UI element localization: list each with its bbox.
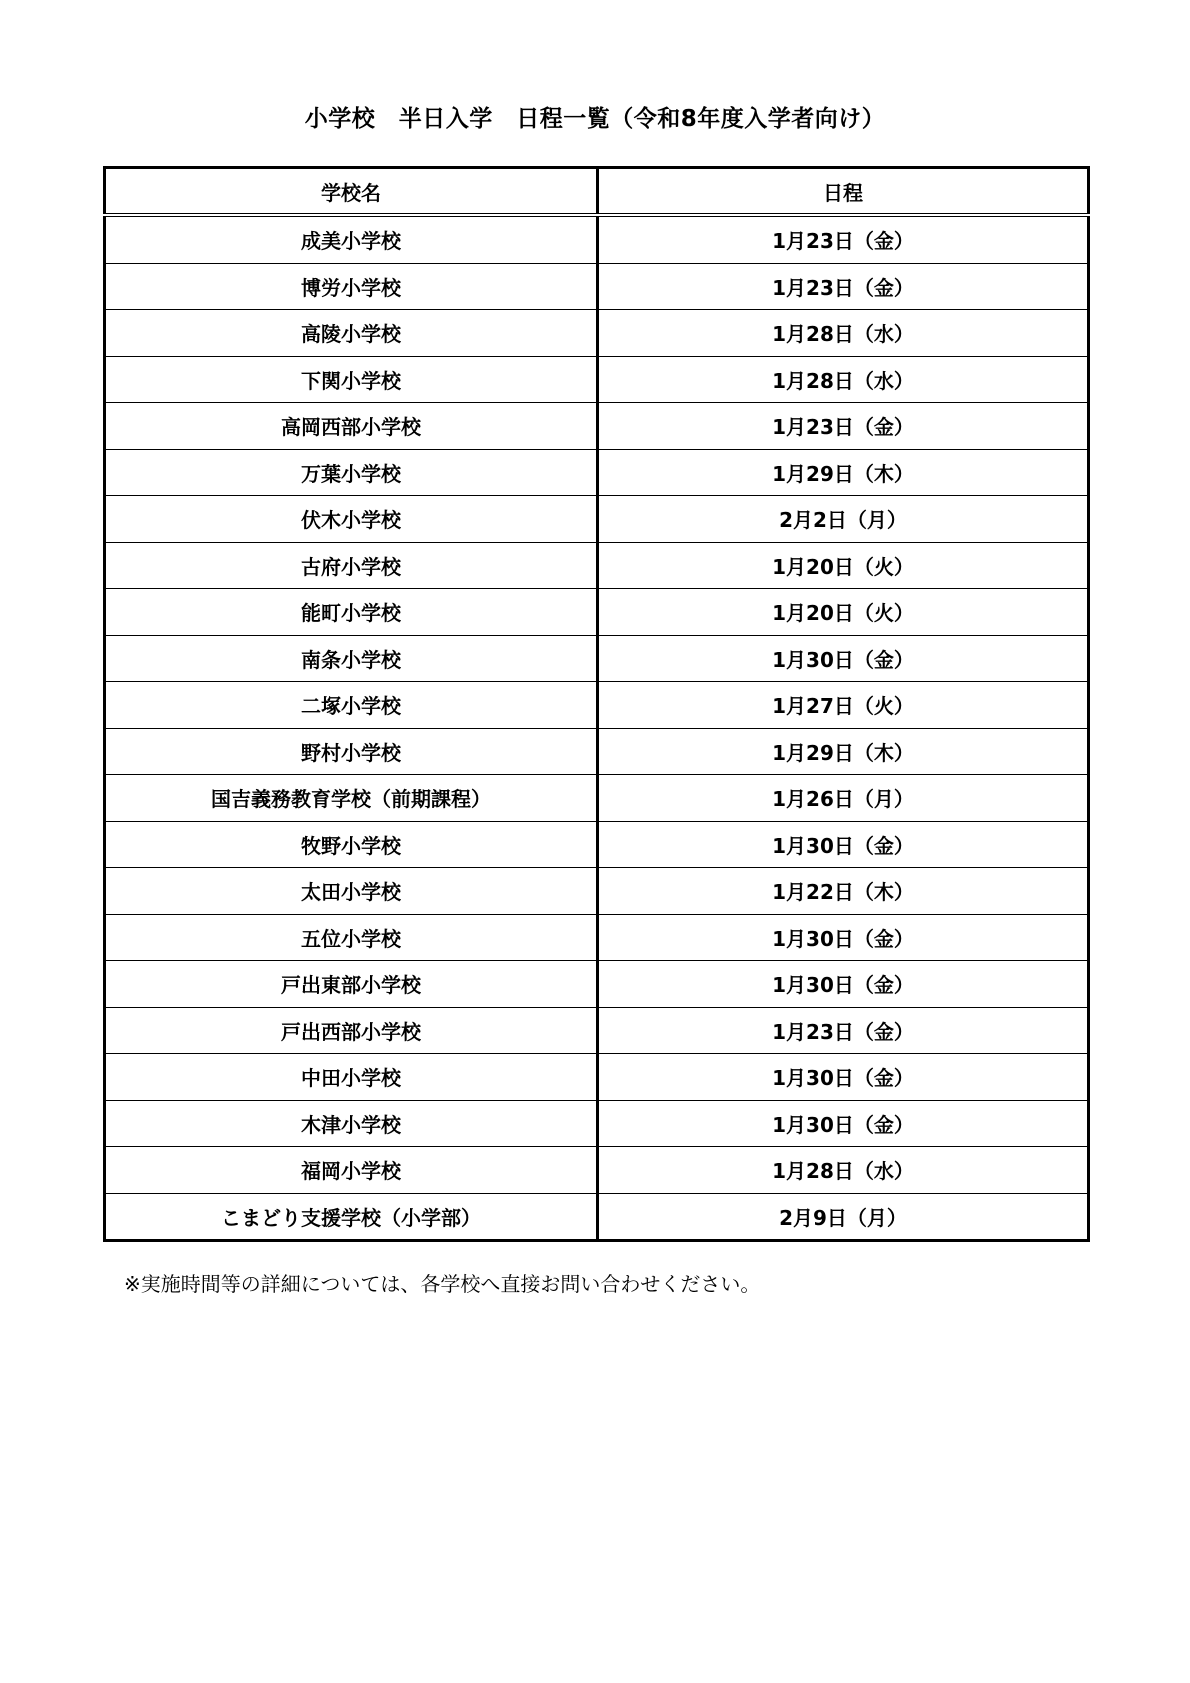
table-row <box>105 914 1089 961</box>
school-name-cell: 南条小学校 <box>105 635 598 682</box>
school-name-cell: 戸出西部小学校 <box>105 1007 598 1054</box>
table-row <box>105 635 1089 682</box>
school-name-cell: 成美小学校 <box>105 215 598 263</box>
school-name-cell: 博労小学校 <box>105 263 598 310</box>
school-name-cell: 福岡小学校 <box>105 1147 598 1194</box>
schedule-cell: 1月27日（火） <box>598 682 1089 729</box>
school-name-cell: 太田小学校 <box>105 868 598 915</box>
table-row <box>105 215 1089 263</box>
schedule-cell: 1月22日（木） <box>598 868 1089 915</box>
school-name-cell: 下関小学校 <box>105 356 598 403</box>
schedule-cell: 1月20日（火） <box>598 589 1089 636</box>
schedule-cell: 1月26日（月） <box>598 775 1089 822</box>
table-row <box>105 310 1089 357</box>
table-row <box>105 775 1089 822</box>
table-row <box>105 1007 1089 1054</box>
table-row <box>105 1193 1089 1241</box>
footnote: ※実施時間等の詳細については、各学校へ直接お問い合わせください。 <box>124 1272 761 1296</box>
schedule-cell: 1月23日（金） <box>598 215 1089 263</box>
schedule-cell: 1月29日（木） <box>598 449 1089 496</box>
table-row <box>105 821 1089 868</box>
table-row <box>105 403 1089 450</box>
table-row <box>105 263 1089 310</box>
schedule-cell: 1月28日（水） <box>598 310 1089 357</box>
schedule-cell: 1月28日（水） <box>598 1147 1089 1194</box>
schedule-cell: 1月30日（金） <box>598 1054 1089 1101</box>
school-name-cell: 伏木小学校 <box>105 496 598 543</box>
school-name-cell: 五位小学校 <box>105 914 598 961</box>
school-name-cell: 国吉義務教育学校（前期課程） <box>105 775 598 822</box>
school-name-cell: 戸出東部小学校 <box>105 961 598 1008</box>
schedule-cell: 1月23日（金） <box>598 1007 1089 1054</box>
table-row <box>105 1147 1089 1194</box>
table-row <box>105 356 1089 403</box>
school-name-cell: 野村小学校 <box>105 728 598 775</box>
schedule-cell: 2月9日（月） <box>598 1193 1089 1241</box>
schedule-cell: 1月23日（金） <box>598 263 1089 310</box>
table-row <box>105 1054 1089 1101</box>
table-row <box>105 728 1089 775</box>
table-row <box>105 961 1089 1008</box>
table-row <box>105 868 1089 915</box>
school-name-cell: こまどり支援学校（小学部） <box>105 1193 598 1241</box>
school-name-cell: 高陵小学校 <box>105 310 598 357</box>
school-name-cell: 古府小学校 <box>105 542 598 589</box>
page-title: 小学校 半日入学 日程一覧（令和8年度入学者向け） <box>304 106 886 132</box>
school-name-cell: 木津小学校 <box>105 1100 598 1147</box>
header-schedule: 日程 <box>598 168 1089 216</box>
table-row <box>105 1100 1089 1147</box>
schedule-cell: 1月30日（金） <box>598 635 1089 682</box>
schedule-cell: 2月2日（月） <box>598 496 1089 543</box>
school-name-cell: 牧野小学校 <box>105 821 598 868</box>
schedule-cell: 1月28日（水） <box>598 356 1089 403</box>
school-name-cell: 万葉小学校 <box>105 449 598 496</box>
table-row <box>105 449 1089 496</box>
table-row <box>105 589 1089 636</box>
table-row <box>105 542 1089 589</box>
schedule-cell: 1月30日（金） <box>598 1100 1089 1147</box>
table-row <box>105 682 1089 729</box>
schedule-table <box>103 166 1090 1242</box>
table-row <box>105 496 1089 543</box>
school-name-cell: 能町小学校 <box>105 589 598 636</box>
schedule-cell: 1月30日（金） <box>598 914 1089 961</box>
table-header-row <box>105 168 1089 216</box>
schedule-cell: 1月20日（火） <box>598 542 1089 589</box>
schedule-cell: 1月30日（金） <box>598 821 1089 868</box>
schedule-cell: 1月29日（木） <box>598 728 1089 775</box>
schedule-cell: 1月30日（金） <box>598 961 1089 1008</box>
school-name-cell: 二塚小学校 <box>105 682 598 729</box>
schedule-cell: 1月23日（金） <box>598 403 1089 450</box>
school-name-cell: 中田小学校 <box>105 1054 598 1101</box>
school-name-cell: 高岡西部小学校 <box>105 403 598 450</box>
header-school-name: 学校名 <box>105 168 598 216</box>
